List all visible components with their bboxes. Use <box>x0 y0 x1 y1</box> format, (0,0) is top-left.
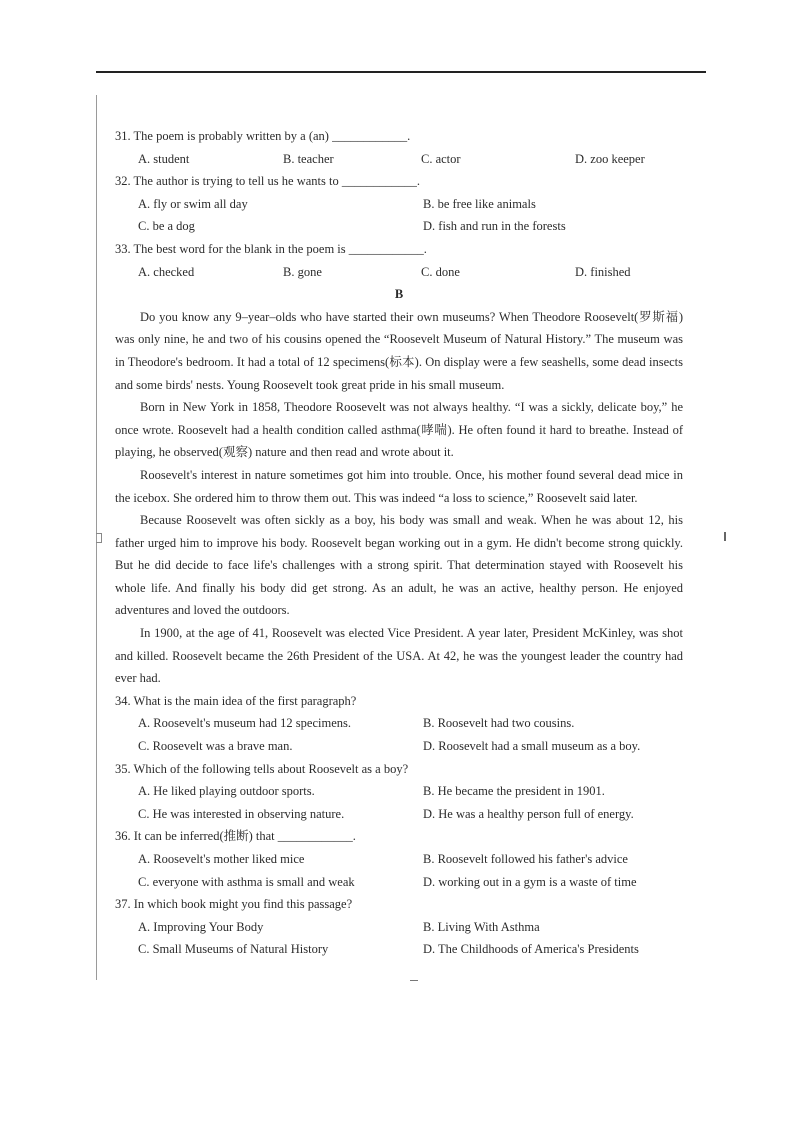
option-35-d: D. He was a healthy person full of energy. <box>423 806 634 821</box>
option-33-d: D. finished <box>575 264 631 279</box>
option-35-c: C. He was interested in observing nature. <box>138 806 345 821</box>
question-36: 36. It can be inferred(推断) that ____________. <box>115 829 356 844</box>
option-36-c: C. everyone with asthma is small and weak <box>138 874 355 889</box>
option-33-c: C. done <box>421 264 460 279</box>
option-32-b: B. be free like animals <box>423 196 536 211</box>
option-32-d: D. fish and run in the forests <box>423 219 566 234</box>
option-33-b: B. gone <box>283 264 322 279</box>
passage-paragraph-5: In 1900, at the age of 41, Roosevelt was elected Vice President. A year later, President McKinley, was shot and killed. Roosevelt became the 26th President of the USA. At 42, he was the youngest leader the country had ever had. <box>115 626 683 686</box>
option-32-c: C. be a dog <box>138 219 195 234</box>
question-34-options <box>115 712 683 757</box>
bottom-mark <box>410 980 418 981</box>
question-35: 35. Which of the following tells about Roosevelt as a boy? <box>115 761 409 776</box>
question-33: 33. The best word for the blank in the poem is ____________. <box>115 241 427 256</box>
option-31-c: C. actor <box>421 151 461 166</box>
option-35-a: A. He liked playing outdoor sports. <box>138 784 315 799</box>
passage-paragraph-2: Born in New York in 1858, Theodore Roosevelt was not always healthy. “I was a sickly, delicate boy,” he once wrote. Roosevelt had a health condition called asthma(哮喘). He often found it hard to breathe. Instead of playing, he observed(观察) nature and then read and wrote about it. <box>115 400 683 460</box>
option-37-d: D. The Childhoods of America's Presidents <box>423 942 639 957</box>
question-31: 31. The poem is probably written by a (an) ____________. <box>115 129 411 143</box>
question-34: 34. What is the main idea of the first paragraph? <box>115 693 357 708</box>
option-36-b: B. Roosevelt followed his father's advice <box>423 852 628 866</box>
question-31-options <box>115 148 683 171</box>
option-32-a: A. fly or swim all day <box>138 196 248 211</box>
question-33-options <box>115 261 683 284</box>
question-32: 32. The author is trying to tell us he wants to ____________. <box>115 174 420 189</box>
option-37-a: A. Improving Your Body <box>138 919 264 934</box>
option-33-a: A. checked <box>138 264 195 279</box>
left-binding-mark <box>96 533 102 543</box>
option-34-b: B. Roosevelt had two cousins. <box>423 716 575 731</box>
right-binding-mark <box>724 532 726 541</box>
option-34-a: A. Roosevelt's museum had 12 specimens. <box>138 716 351 731</box>
question-35-options <box>115 780 683 825</box>
exam-content <box>115 125 683 961</box>
question-37: 37. In which book might you find this passage? <box>115 897 353 912</box>
passage-paragraph-4: Because Roosevelt was often sickly as a boy, his body was small and weak. When he was about 12, his father urged him to improve his body. Roosevelt began working out in a gym. He didn't become strong quickly. But he did decide to face life's challenges with a strong spirit. That determination stayed with Roosevelt his whole life. And finally his body did get strong. As an adult, he was an active, healthy person. He enjoyed adventures and loved the outdoors. <box>115 513 683 618</box>
question-32-options <box>115 193 683 238</box>
option-36-d: D. working out in a gym is a waste of time <box>423 874 637 889</box>
option-31-d: D. zoo keeper <box>575 151 645 166</box>
question-36-options <box>115 848 683 893</box>
option-34-c: C. Roosevelt was a brave man. <box>138 739 293 754</box>
option-36-a: A. Roosevelt's mother liked mice <box>138 852 305 866</box>
option-37-b: B. Living With Asthma <box>423 919 540 934</box>
option-34-d: D. Roosevelt had a small museum as a boy. <box>423 739 641 754</box>
passage-paragraph-1: Do you know any 9–year–olds who have started their own museums? When Theodore Roosevelt(罗斯福) was only nine, he and two of his cousins opened the “Roosevelt Museum of Natural History.” The museum was in Theodore's bedroom. It had a total of 12 specimens(标本). On display were a few seashells, some dead insects and some birds' nests. Young Roosevelt took great pride in his small museum. <box>115 309 683 392</box>
section-b-title: B <box>394 287 404 302</box>
option-37-c: C. Small Museums of Natural History <box>138 942 329 957</box>
option-31-a: A. student <box>138 151 190 166</box>
question-37-options <box>115 916 683 961</box>
top-rule <box>96 71 706 73</box>
option-31-b: B. teacher <box>283 151 334 166</box>
option-35-b: B. He became the president in 1901. <box>423 784 605 799</box>
passage-paragraph-3: Roosevelt's interest in nature sometimes got him into trouble. Once, his mother found several dead mice in the icebox. She ordered him to throw them out. This was indeed “a loss to science,” Roosevelt said later. <box>115 467 683 505</box>
